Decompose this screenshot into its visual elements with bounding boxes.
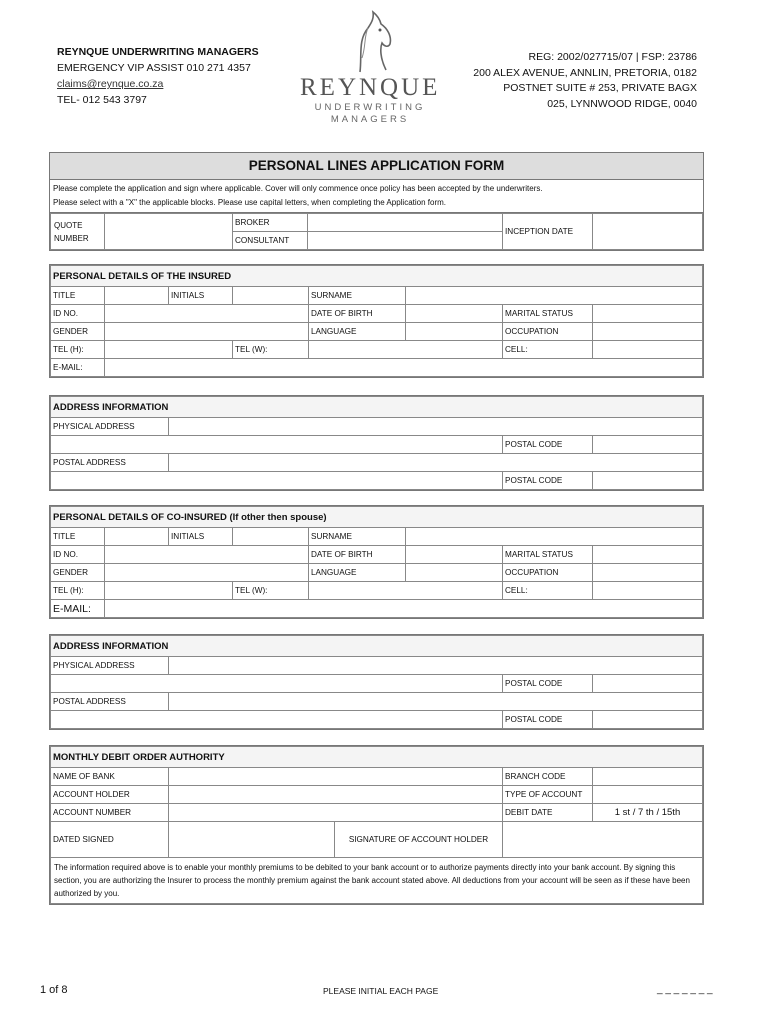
co-postal-address-label: POSTAL ADDRESS [51, 693, 169, 711]
address-line-3: 025, LYNNWOOD RIDGE, 0040 [547, 97, 697, 110]
co-id-field[interactable] [105, 546, 309, 564]
co-email-label: E-MAIL: [51, 600, 105, 618]
signature-field[interactable] [503, 822, 703, 858]
postal-address-line-2[interactable] [51, 472, 503, 490]
co-postal-address-line-2[interactable] [51, 711, 503, 729]
intro-line-2: Please select with a "X" the applicable blocks. Please use capital letters, when completing the Application form. [53, 198, 447, 207]
occupation-field[interactable] [593, 323, 703, 341]
horse-head-icon [340, 10, 400, 76]
form-intro [50, 180, 703, 213]
id-field[interactable] [105, 305, 309, 323]
inception-date-label: INCEPTION DATE [503, 214, 593, 250]
co-postal-address-field[interactable] [169, 693, 703, 711]
postal-address-label: POSTAL ADDRESS [51, 454, 169, 472]
quote-table [50, 213, 703, 250]
inception-date-field[interactable] [593, 214, 703, 250]
tel-h-label: TEL (H): [51, 341, 105, 359]
tel-h-field[interactable] [105, 341, 233, 359]
dob-field[interactable] [406, 305, 503, 323]
co-physical-address-label: PHYSICAL ADDRESS [51, 657, 169, 675]
co-title-label: TITLE [51, 528, 105, 546]
tel-w-field[interactable] [309, 341, 503, 359]
email-link[interactable]: claims@reynque.co.za [57, 78, 164, 90]
account-type-field[interactable] [593, 786, 703, 804]
address-heading: ADDRESS INFORMATION [51, 397, 703, 418]
intro-line-1: Please complete the application and sign where applicable. Cover will only commence once policy has been accepted by the underwriters. [53, 184, 543, 193]
postal-code-label: POSTAL CODE [503, 436, 593, 454]
postal-code-label-2: POSTAL CODE [503, 472, 593, 490]
co-marital-label: MARITAL STATUS [503, 546, 593, 564]
co-gender-label: GENDER [51, 564, 105, 582]
co-postal-code-label-2: POSTAL CODE [503, 711, 593, 729]
broker-field[interactable] [308, 214, 503, 232]
co-physical-address-line-2[interactable] [51, 675, 503, 693]
co-physical-address-field[interactable] [169, 657, 703, 675]
form-header [49, 152, 704, 251]
broker-label: BROKER [233, 214, 308, 232]
company-registration [473, 50, 697, 112]
language-label: LANGUAGE [309, 323, 406, 341]
form-title: PERSONAL LINES APPLICATION FORM [50, 153, 703, 180]
bank-name-label: NAME OF BANK [51, 768, 169, 786]
co-initials-label: INITIALS [169, 528, 233, 546]
company-name: REYNQUE UNDERWRITING MANAGERS [57, 46, 259, 58]
account-holder-label: ACCOUNT HOLDER [51, 786, 169, 804]
co-language-field[interactable] [406, 564, 503, 582]
marital-field[interactable] [593, 305, 703, 323]
co-initials-field[interactable] [233, 528, 309, 546]
initial-notice: PLEASE INITIAL EACH PAGE [323, 986, 439, 996]
co-tel-h-label: TEL (H): [51, 582, 105, 600]
coinsured-section [49, 505, 704, 619]
co-id-label: ID NO. [51, 546, 105, 564]
account-type-label: TYPE OF ACCOUNT [503, 786, 593, 804]
physical-address-label: PHYSICAL ADDRESS [51, 418, 169, 436]
co-dob-label: DATE OF BIRTH [309, 546, 406, 564]
co-cell-label: CELL: [503, 582, 593, 600]
title-field[interactable] [105, 287, 169, 305]
debit-order-section [49, 745, 704, 905]
co-surname-field[interactable] [406, 528, 703, 546]
account-number-field[interactable] [169, 804, 503, 822]
gender-label: GENDER [51, 323, 105, 341]
co-dob-field[interactable] [406, 546, 503, 564]
address-section-1 [49, 395, 704, 491]
dated-signed-label: DATED SIGNED [51, 822, 169, 858]
co-surname-label: SURNAME [309, 528, 406, 546]
insured-heading: PERSONAL DETAILS OF THE INSURED [51, 266, 703, 287]
debit-heading: MONTHLY DEBIT ORDER AUTHORITY [51, 747, 703, 768]
debit-notice: The information required above is to enable your monthly premiums to be debited to your bank account or to authorize payments directly into your bank account. By signing this section, you are authorizing the Insurer to process the monthly premium against the bank account stated above. All deductions from your account will be seen as if these have been authorized by you. [51, 858, 703, 904]
account-holder-field[interactable] [169, 786, 503, 804]
id-label: ID NO. [51, 305, 105, 323]
consultant-field[interactable] [308, 232, 503, 250]
co-occupation-label: OCCUPATION [503, 564, 593, 582]
gender-field[interactable] [105, 323, 309, 341]
co-tel-w-field[interactable] [309, 582, 503, 600]
co-tel-h-field[interactable] [105, 582, 233, 600]
co-postal-code-field-2[interactable] [593, 711, 703, 729]
coinsured-heading: PERSONAL DETAILS OF CO-INSURED (If other then spouse) [51, 507, 703, 528]
postal-address-field[interactable] [169, 454, 703, 472]
language-field[interactable] [406, 323, 503, 341]
company-contact [57, 44, 259, 108]
address-heading-2: ADDRESS INFORMATION [51, 636, 703, 657]
address-section-2 [49, 634, 704, 730]
co-tel-w-label: TEL (W): [233, 582, 309, 600]
email-field[interactable] [105, 359, 703, 377]
occupation-label: OCCUPATION [503, 323, 593, 341]
consultant-label: CONSULTANT [233, 232, 308, 250]
co-occupation-field[interactable] [593, 564, 703, 582]
dob-label: DATE OF BIRTH [309, 305, 406, 323]
debit-date-options[interactable]: 1 st / 7 th / 15th [593, 804, 703, 822]
email-label: E-MAIL: [51, 359, 105, 377]
initials-field[interactable] [233, 287, 309, 305]
reg-number: REG: 2002/027715/07 | FSP: 23786 [528, 51, 697, 63]
tel-w-label: TEL (W): [233, 341, 309, 359]
account-number-label: ACCOUNT NUMBER [51, 804, 169, 822]
dated-signed-field[interactable] [169, 822, 335, 858]
surname-field[interactable] [406, 287, 703, 305]
logo-name: REYNQUE [300, 74, 441, 101]
logo-sub2: MANAGERS [330, 114, 410, 125]
debit-date-label: DEBIT DATE [503, 804, 593, 822]
quote-number-label: QUOTE NUMBER [51, 214, 105, 250]
co-postal-code-label: POSTAL CODE [503, 675, 593, 693]
co-language-label: LANGUAGE [309, 564, 406, 582]
postal-code-field[interactable] [593, 436, 703, 454]
surname-label: SURNAME [309, 287, 406, 305]
initial-line[interactable]: _ _ _ _ _ _ _ [657, 984, 713, 995]
co-marital-field[interactable] [593, 546, 703, 564]
physical-address-field[interactable] [169, 418, 703, 436]
bank-name-field[interactable] [169, 768, 503, 786]
signature-label: SIGNATURE OF ACCOUNT HOLDER [335, 822, 503, 858]
address-line-1: 200 ALEX AVENUE, ANNLIN, PRETORIA, 0182 [473, 66, 697, 79]
title-label: TITLE [51, 287, 105, 305]
co-title-field[interactable] [105, 528, 169, 546]
marital-label: MARITAL STATUS [503, 305, 593, 323]
co-postal-code-field[interactable] [593, 675, 703, 693]
address-line-2: POSTNET SUITE # 253, PRIVATE BAGX [503, 82, 697, 94]
page-number: 1 of 8 [40, 984, 68, 996]
co-gender-field[interactable] [105, 564, 309, 582]
branch-code-label: BRANCH CODE [503, 768, 593, 786]
co-cell-field[interactable] [593, 582, 703, 600]
quote-number-field[interactable] [105, 214, 233, 250]
co-email-field[interactable] [105, 600, 703, 618]
postal-code-field-2[interactable] [593, 472, 703, 490]
physical-address-line-2[interactable] [51, 436, 503, 454]
branch-code-field[interactable] [593, 768, 703, 786]
cell-label: CELL: [503, 341, 593, 359]
telephone: TEL- 012 543 3797 [57, 94, 147, 106]
cell-field[interactable] [593, 341, 703, 359]
emergency-line: EMERGENCY VIP ASSIST 010 271 4357 [57, 62, 251, 74]
logo-sub1: UNDERWRITING [314, 102, 426, 113]
company-logo [300, 10, 440, 136]
initials-label: INITIALS [169, 287, 233, 305]
insured-section [49, 264, 704, 378]
